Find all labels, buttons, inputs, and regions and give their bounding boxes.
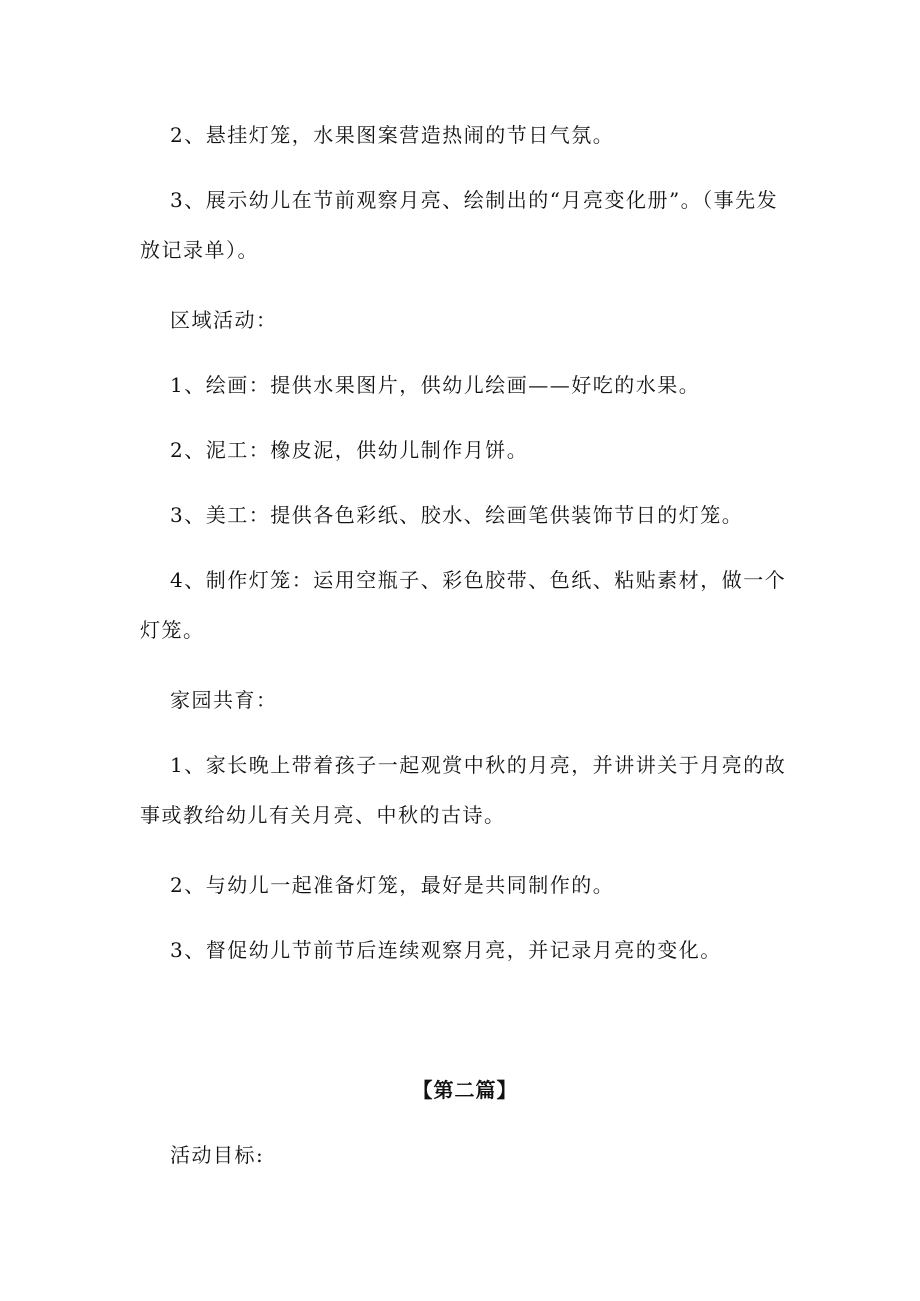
paragraph-home-prepare-lantern: 2、与幼儿一起准备灯笼，最好是共同制作的。 — [170, 873, 615, 897]
paragraph-home-school-title: 家园共育： — [170, 688, 278, 712]
paragraph-area-art: 3、美工：提供各色彩纸、胶水、绘画笔供装饰节日的灯笼。 — [170, 503, 744, 527]
paragraph-moon-change-book: 3、展示幼儿在节前观察月亮、绘制出的“月亮变化册”。（事先发放记录单）。 — [140, 188, 779, 262]
section-heading: 【第二篇】 — [412, 1078, 518, 1102]
paragraph-home-moon-watching: 1、家长晚上带着孩子一起观赏中秋的月亮，并讲讲关于月亮的故事或教给幼儿有关月亮、中秋的古诗。 — [140, 753, 787, 827]
paragraph-area-activity-title: 区域活动： — [170, 308, 278, 332]
paragraph-area-make-lantern: 4、制作灯笼：运用空瓶子、彩色胶带、色纸、粘贴素材，做一个灯笼。 — [140, 568, 787, 642]
paragraph-area-clay: 2、泥工：橡皮泥，供幼儿制作月饼。 — [170, 438, 529, 462]
paragraph-area-painting: 1、绘画：提供水果图片，供幼儿绘画——好吃的水果。 — [170, 373, 701, 397]
paragraph-home-observe-moon: 3、督促幼儿节前节后连续观察月亮，并记录月亮的变化。 — [170, 938, 722, 962]
paragraph-decorate-lanterns: 2、悬挂灯笼，水果图案营造热闹的节日气氛。 — [170, 123, 615, 147]
paragraph-activity-goals-title: 活动目标: — [170, 1143, 265, 1167]
